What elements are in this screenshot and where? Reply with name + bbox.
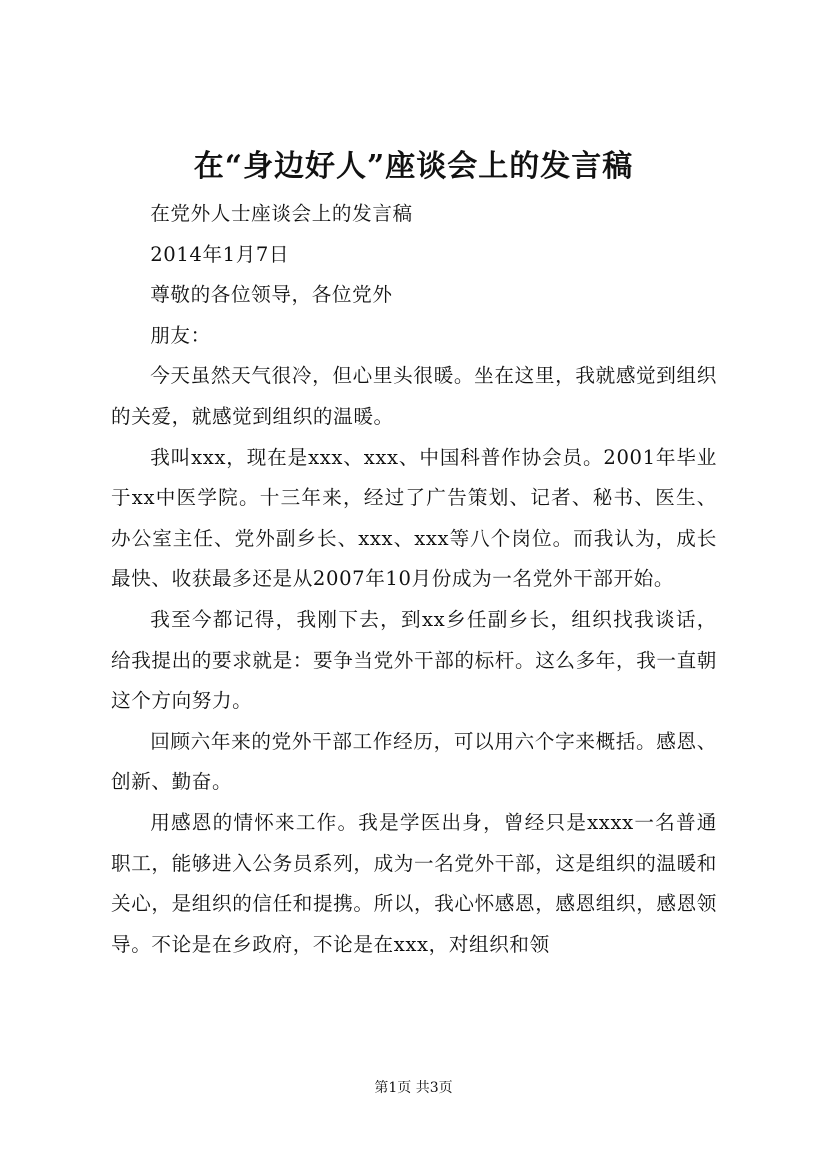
paragraph: 2014年1月7日 [150,242,290,266]
page-footer: 第1页 共3页 [374,1080,453,1096]
paragraph: 我叫xxx，现在是xxx、xxx、中国科普作协会员。2001年毕业于xx中医学院。十三年来，经过了广告策划、记者、秘书、医生、办公室主任、党外副乡长、xxx、xxx等八个岗位。而我认为，成长最快、收获最多还是从2007年10月份成为一名党外干部开始。 [111,445,717,591]
document-title: 在“身边好人”座谈会上的发言稿 [193,149,634,184]
paragraph: 朋友： [150,323,211,347]
paragraph: 我至今都记得，我刚下去，到xx乡任副乡长，组织找我谈话，给我提出的要求就是：要争当党外干部的标杆。这么多年，我一直朝这个方向努力。 [111,607,717,713]
paragraph: 今天虽然天气很冷，但心里头很暖。坐在这里，我就感觉到组织的关爱，就感觉到组织的温暖。 [111,364,717,428]
paragraph: 在党外人士座谈会上的发言稿 [150,202,413,225]
paragraph: 用感恩的情怀来工作。我是学医出身，曾经只是xxxx一名普通职工，能够进入公务员系列，成为一名党外干部，这是组织的温暖和关心，是组织的信任和提携。所以，我心怀感恩，感恩组织，感恩领导。不论是在乡政府，不论是在xxx，对组织和领 [111,810,717,956]
document-body [111,194,717,965]
paragraph: 回顾六年来的党外干部工作经历，可以用六个字来概括。感恩、创新、勤奋。 [111,729,717,794]
paragraph: 尊敬的各位领导，各位党外 [150,283,393,307]
